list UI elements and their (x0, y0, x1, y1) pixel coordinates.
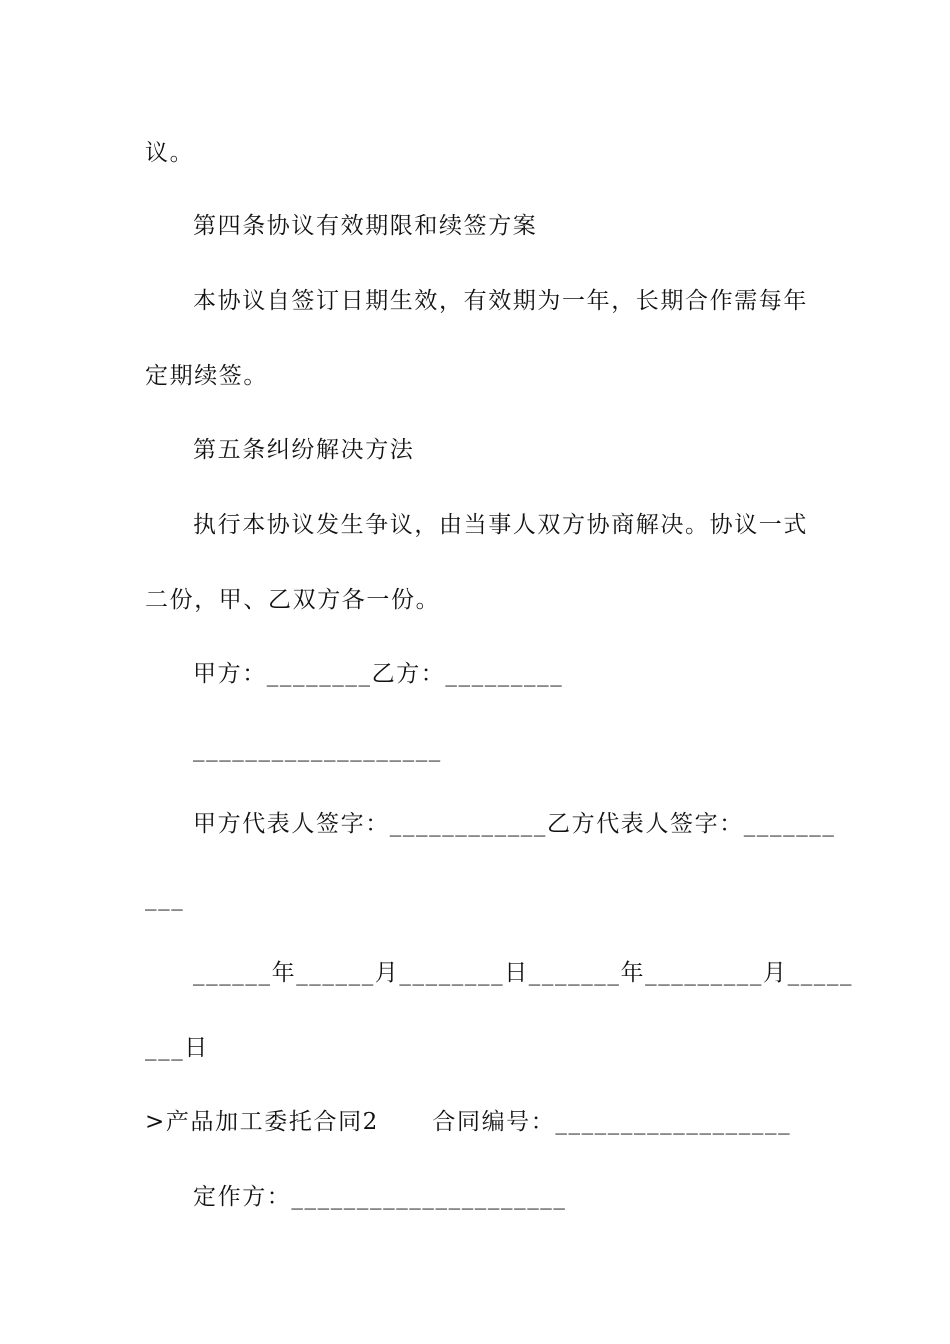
signature-line-continued: ___ (145, 885, 185, 911)
contract-title-line: >产品加工委托合同2 合同编号：__________________ (145, 1109, 792, 1135)
text-line-6: 执行本协议发生争议，由当事人双方协商解决。协议一式 (193, 512, 808, 538)
blank-line: ___________________ (193, 736, 442, 762)
party-names-line: 甲方：________乙方：_________ (193, 661, 564, 687)
text-line-4: 定期续签。 (145, 363, 268, 389)
article-5-heading: 第五条纠纷解决方法 (193, 437, 415, 463)
article-4-heading: 第四条协议有效期限和续签方案 (193, 213, 538, 239)
text-line-7: 二份，甲、乙双方各一份。 (145, 587, 441, 613)
text-line-3: 本协议自签订日期生效，有效期为一年，长期合作需每年 (193, 288, 808, 314)
date-line: ______年______月________日_______年_________月_____ (193, 960, 854, 986)
signature-line: 甲方代表人签字：____________乙方代表人签字：_______ (193, 811, 836, 837)
text-line-1: 议。 (145, 140, 195, 166)
contractor-line: 定作方：_____________________ (193, 1184, 567, 1210)
date-line-continued: ___日 (145, 1035, 209, 1061)
